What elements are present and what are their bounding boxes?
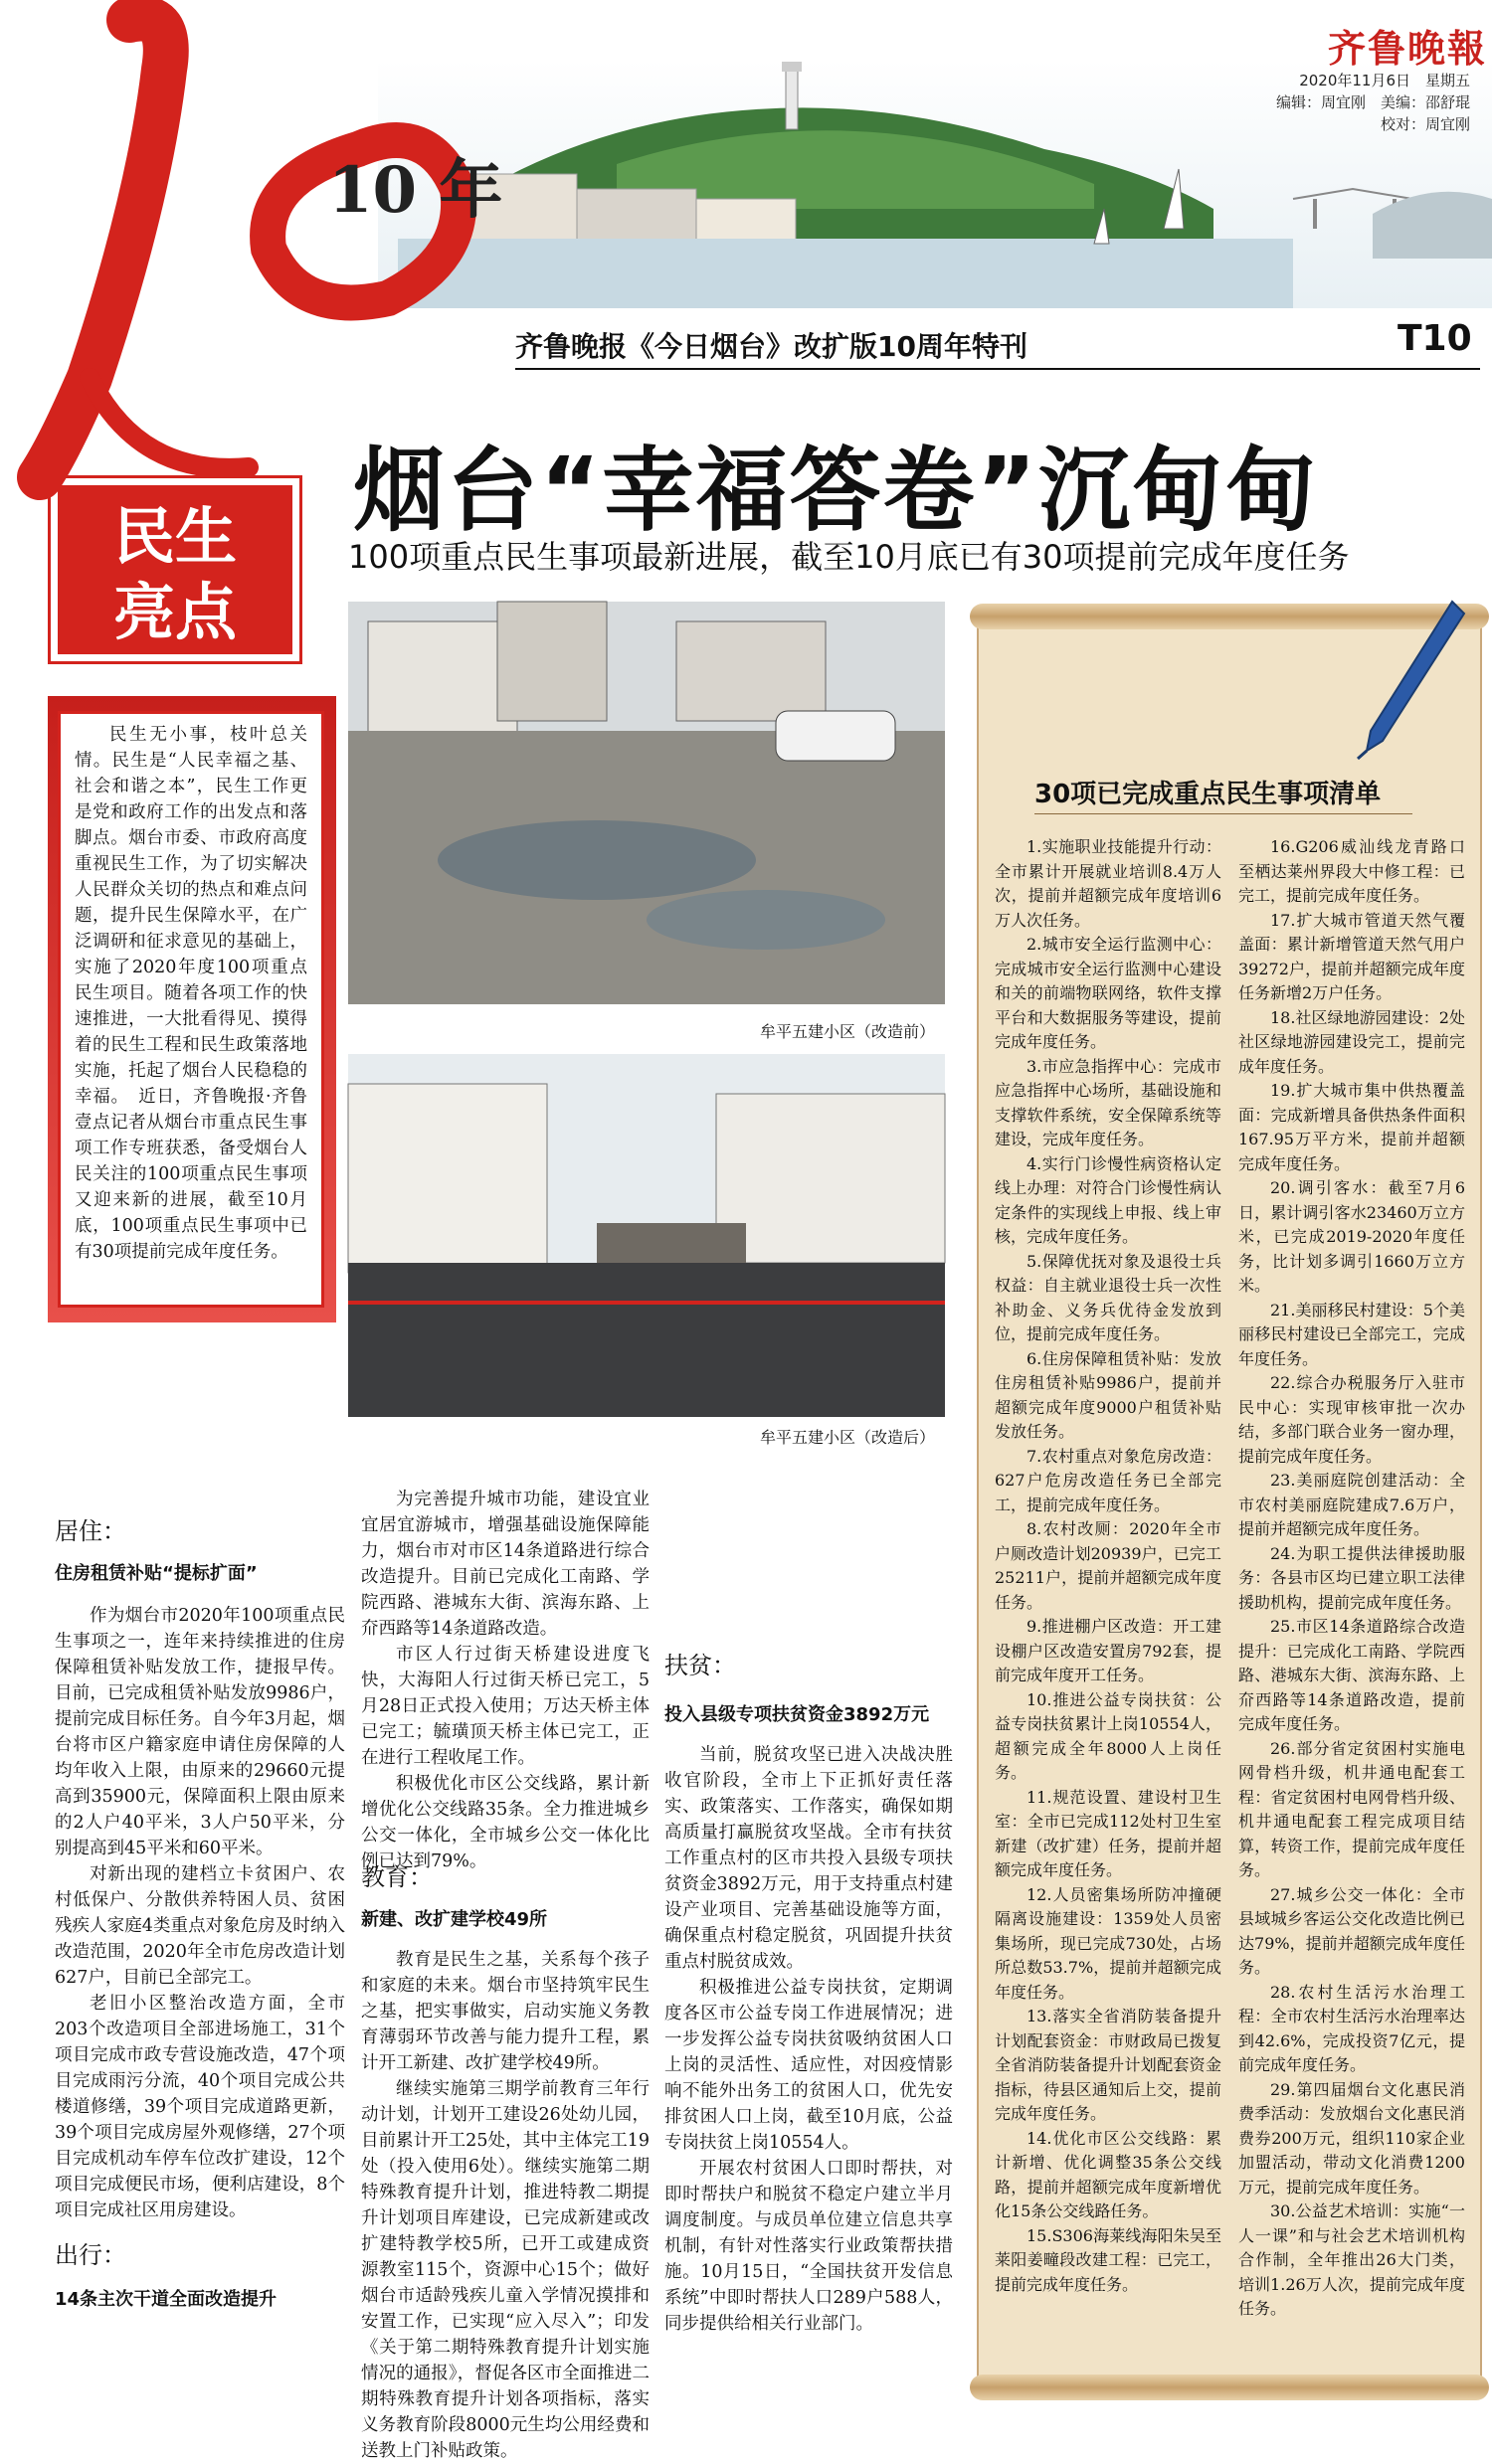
- list-item: 3.市应急指挥中心：完成市应急指挥中心场所，基础设施和支撑软件系统，安全保障系统等建设，完成年度任务。: [995, 1056, 1221, 1148]
- main-headline: 烟台“幸福答卷”沉甸甸: [353, 438, 1319, 544]
- list-item: 23.美丽庭院创建活动：全市农村美丽庭院建成7.6万户，提前并超额完成年度任务。: [1238, 1471, 1465, 1538]
- masthead-banner: [0, 0, 1492, 338]
- sub-headline: 100项重点民生事项最新进展，截至10月底已有30项提前完成年度任务: [348, 538, 1350, 576]
- list-item: 21.美丽移民村建设：5个美丽移民村建设已全部完工，完成年度任务。: [1238, 1300, 1465, 1368]
- section-poverty-title: 扶贫：: [664, 1652, 736, 1679]
- section-poverty-subtitle: 投入县级专项扶贫资金3892万元: [664, 1704, 930, 1725]
- list-item: 24.为职工提供法律援助服务：各县市区均已建立职工法律援助机构，提前完成年度任务。: [1238, 1543, 1465, 1612]
- list-item: 8.农村改厕：2020年全市户厕改造计划20939户，已完工25211户，提前并超额完成年度任务。: [995, 1519, 1221, 1612]
- housing-paragraph: 老旧小区整治改造方面，全市203个改造项目全部进场施工，31个项目完成市政专营设施改造，47个项目完成雨污分流，40个项目完成公共楼道修缮，39个项目完成道路更新，39个项目完成房屋外观修缮，27个项目完成机动车停车位改扩建设，12个项目完成便民市场，便利店建设，8个项目完成社区用房建设。: [55, 1994, 345, 2220]
- page-number: T10: [1398, 318, 1472, 359]
- photo-before-caption: 牟平五建小区（改造前）: [760, 1022, 936, 1041]
- housing-paragraph: 对新出现的建档立卡贫困户、农村低保户、分散供养特困人员、贫困残疾人家庭4类重点对象危房及时纳入改造范围，2020年全市危房改造计划627户，目前已全部完工。: [55, 1864, 345, 1988]
- education-body: [361, 1947, 650, 2461]
- list-item: 5.保障优抚对象及退役士兵权益：自主就业退役士兵一次性补助金、义务兵优待金发放到位，提前完成年度任务。: [995, 1251, 1221, 1343]
- proof-credit: 校对：周宜刚: [1380, 115, 1470, 133]
- section-travel-title: 出行：: [55, 2241, 126, 2269]
- list-item: 18.社区绿地游园建设：2处社区绿地游园建设完工，提前完成年度任务。: [1238, 1007, 1465, 1076]
- pen-icon: [1353, 592, 1472, 761]
- list-item: 13.落实全省消防装备提升计划配套资金：市财政局已拨复全省消防装备提升计划配套资金指标，待县区通知后上交，提前完成年度任务。: [995, 2007, 1221, 2123]
- list-item: 26.部分省定贫困村实施电网骨档升级，机井通电配套工程：省定贫困村电网骨档升级、机井通电配套工程完成项目结算，转资工作，提前完成年度任务。: [1238, 1738, 1465, 1879]
- list-item: 4.实行门诊慢性病资格认定线上办理：对符合门诊慢性病认定条件的实现线上申报、线上审核，完成年度任务。: [995, 1153, 1221, 1246]
- poverty-paragraph: 积极推进公益专岗扶贫，定期调度各区市公益专岗工作进展情况；进一步发挥公益专岗扶贫吸纳贫困人口上岗的灵活性、适应性，对因疫情影响不能外出务工的贫困人口，优先安排贫困人口上岗，截至10月底，公益专岗扶贫上岗10554人。: [664, 1978, 953, 2153]
- poverty-paragraph: 当前，脱贫攻坚已进入决战决胜收官阶段，全市上下正抓好责任落实、政策落实、工作落实，确保如期高质量打赢脱贫攻坚战。全市有扶贫工作重点村的区市共投入县级专项扶贫资金3892万元，用于支持重点村建设产业项目、完善基础设施等方面，确保重点村稳定脱贫，巩固提升扶贫重点村脱贫成效。: [664, 1745, 953, 1972]
- list-item: 27.城乡公交一体化：全市县域城乡客运公交化改造比例已达79%，提前并超额完成年度任务。: [1238, 1884, 1465, 1977]
- list-item: 28.农村生活污水治理工程：全市农村生活污水治理率达到42.6%，完成投资7亿元，提前完成年度任务。: [1238, 1982, 1465, 2074]
- list-item: 10.推进公益专岗扶贫：公益专岗扶贫累计上岗10554人，超额完成全年8000人上岗任务。: [995, 1689, 1221, 1782]
- section-housing-subtitle: 住房租赁补贴“提标扩面”: [55, 1563, 258, 1584]
- section-travel-subtitle: 14条主次干道全面改造提升: [55, 2289, 278, 2310]
- photo-before: [348, 602, 945, 1004]
- list-item: 11.规范设置、建设村卫生室：全市已完成112处村卫生室新建（改扩建）任务，提前并超额完成年度任务。: [995, 1787, 1221, 1879]
- newspaper-logo: 齐鲁晚報: [1328, 26, 1488, 71]
- section-education-title: 教育：: [361, 1863, 433, 1891]
- travel-paragraph: 积极优化市区公交线路，累计新增优化公交线路35条。全力推进城乡公交一体化，全市城乡公交一体化比例已达到79%。: [361, 1774, 650, 1871]
- editor-credit: 编辑：周宜刚 美编：邵舒琨: [1275, 93, 1470, 111]
- intro-text: [58, 711, 324, 1308]
- list-item: 22.综合办税服务厅入驻市民中心：实现审核审批一次办结，多部门联合业务一窗办理，提前完成年度任务。: [1238, 1373, 1465, 1466]
- list-item: 17.扩大城市管道天然气覆盖面：累计新增管道天然气用户39272户，提前并超额完成年度任务新增2万户任务。: [1238, 910, 1465, 1002]
- travel-paragraph: 市区人行过街天桥建设进度飞快，大海阳人行过街天桥已完工，5月28日正式投入使用；万达天桥主体已完工；毓璜顶天桥主体已完工，正在进行工程收尾工作。: [361, 1645, 650, 1768]
- education-paragraph: 教育是民生之基，关系每个孩子和家庭的未来。烟台市坚持筑牢民生之基，把实事做实，启动实施义务教育薄弱环节改善与能力提升工程，累计开工新建、改扩建学校49所。: [361, 1950, 650, 2073]
- list-item: 15.S306海莱线海阳朱吴至莱阳姜疃段改建工程：已完工，提前完成年度任务。: [995, 2225, 1221, 2294]
- list-item: 1.实施职业技能提升行动：全市累计开展就业培训8.4万人次，提前并超额完成年度培训6万人次任务。: [995, 837, 1221, 930]
- photo-after: [348, 1054, 945, 1417]
- issue-date: 2020年11月6日 星期五: [1299, 72, 1470, 89]
- checklist-title-rule: [1034, 813, 1412, 814]
- checklist-right-column: [1238, 835, 1465, 2322]
- list-item: 29.第四届烟台文化惠民消费季活动：发放烟台文化惠民消费券200万元，组织110家企业加盟活动，带动文化消费1200万元，提前完成年度任务。: [1238, 2079, 1465, 2197]
- list-item: 7.农村重点对象危房改造：627户危房改造任务已全部完工，提前完成年度任务。: [995, 1446, 1221, 1514]
- header-rule: [515, 368, 1480, 370]
- section-housing-title: 居住：: [55, 1517, 126, 1545]
- housing-body: [55, 1603, 345, 2223]
- education-paragraph: 继续实施第三期学前教育三年行动计划，计划开工建设26处幼儿园，目前累计开工25处，其中主体完工19处（投入使用6处）。继续实施第二期特殊教育提升计划，推进特教二期提升计划项目库建设，已完成新建或改扩建特教学校5所，已开工或建成资源教室115个，资源中心15个；做好烟台市适龄残疾儿童入学情况摸排和安置工作，已实现“应入尽入”；印发《关于第二期特殊教育提升计划实施情况的通报》，督促各区市全面推进二期特殊教育提升计划各项指标，落实义务教育阶段8000元生均公用经费和送教上门补贴政策。: [361, 2079, 650, 2461]
- list-item: 6.住房保障租赁补贴：发放住房租赁补贴9986户，提前并超额完成年度9000户租赁补贴发放任务。: [995, 1348, 1221, 1441]
- landscape-illustration: [0, 0, 1492, 338]
- travel-paragraph: 为完善提升城市功能，建设宜业宜居宜游城市，增强基础设施保障能力，烟台市对市区14条道路进行综合改造提升。目前已完成化工南路、学院西路、港城东大街、滨海东路、上夼西路等14条道路改造。: [361, 1490, 650, 1639]
- poverty-paragraph: 开展农村贫困人口即时帮扶，对即时帮扶户和脱贫不稳定户建立半月调度制度。与成员单位建立信息共享机制，有针对性落实行业政策帮扶措施。10月15日，“全国扶贫开发信息系统”中即时帮扶人口289户588人，同步提供给相关行业部门。: [664, 2159, 953, 2334]
- checklist-left-column: [995, 835, 1221, 2297]
- housing-paragraph: 作为烟台市2020年100项重点民生事项之一，连年来持续推进的住房保障租赁补贴发放工作，捷报早传。目前，已完成租赁补贴发放9986户，提前完成目标任务。自今年3月起，烟台将市区户籍家庭申请住房保障的人均年收入上限，由原来的29660元提高到35900元，保障面积上限由原来的2人户40平米，3人户50平米，分别提高到45平米和60平米。: [55, 1606, 345, 1858]
- list-item: 16.G206威汕线龙青路口至栖达莱州界段大中修工程：已完工，提前完成年度任务。: [1238, 837, 1465, 905]
- list-item: 12.人员密集场所防冲撞硬隔离设施建设：1359处人员密集场所，现已完成730处，占场所总数53.7%，提前并超额完成年度任务。: [995, 1884, 1221, 2002]
- list-item: 25.市区14条道路综合改造提升：已完成化工南路、学院西路、港城东大街、滨海东路、上夼西路等14条道路改造，提前完成年度任务。: [1238, 1617, 1465, 1733]
- intro-paragraph: 民生无小事，枝叶总关情。民生是“人民幸福之基、社会和谐之本”，民生工作更是党和政府工作的出发点和落脚点。烟台市委、市政府高度重视民生工作，为了切实解决人民群众关切的热点和难点问题，提升民生保障水平，在广泛调研和征求意见的基础上，实施了2020年度100项重点民生项目。随着各项工作的快速推进，一大批看得见、摸得着的民生工程和民生政策落地实施，托起了烟台人民稳稳的幸福。 近日，齐鲁晚报·齐鲁壹点记者从烟台市重点民生事项工作专班获悉，备受烟台人民关注的100项重点民生事项又迎来新的进展，截至10月底，100项重点民生事项中已有30项提前完成年度任务。: [75, 725, 307, 1262]
- list-item: 9.推进棚户区改造：开工建设棚户区改造安置房792套，提前完成年度开工任务。: [995, 1617, 1221, 1684]
- special-edition-title: 齐鲁晚报《今日烟台》改扩版10周年特刊: [515, 330, 1027, 363]
- travel-body: [361, 1487, 650, 1874]
- list-item: 14.优化市区公交线路：累计新增、优化调整35条公交线路，提前并超额完成年度新增优化15条公交线路任务。: [995, 2128, 1221, 2220]
- checklist-title: 30项已完成重点民生事项清单: [1034, 780, 1382, 809]
- section-badge: [58, 485, 292, 654]
- list-item: 30.公益艺术培训：实施“一人一课”和与社会艺术培训机构合作制，全年推出26大门类，培训1.26万人次，提前完成年度任务。: [1238, 2201, 1465, 2318]
- anniversary-mark: 10 年: [328, 153, 503, 228]
- scroll-bottom-roll: [970, 2375, 1489, 2400]
- badge-line-1: 民生: [112, 500, 237, 573]
- list-item: 19.扩大城市集中供热覆盖面：完成新增具备供热条件面积167.95万平方米，提前并超额完成年度任务。: [1238, 1081, 1465, 1173]
- list-item: 20.调引客水：截至7月6日，累计调引客水23460万立方米，已完成2019-2020年度任务，比计划多调引1660万立方米。: [1238, 1178, 1465, 1295]
- poverty-body: [664, 1742, 953, 2378]
- list-item: 2.城市安全运行监测中心：完成城市安全运行监测中心建设和关的前端物联网络，软件支撑平台和大数据服务等建设，提前完成年度任务。: [995, 935, 1221, 1051]
- section-education-subtitle: 新建、改扩建学校49所: [361, 1909, 548, 1930]
- badge-line-2: 亮点: [112, 576, 237, 648]
- photo-after-caption: 牟平五建小区（改造后）: [760, 1428, 936, 1447]
